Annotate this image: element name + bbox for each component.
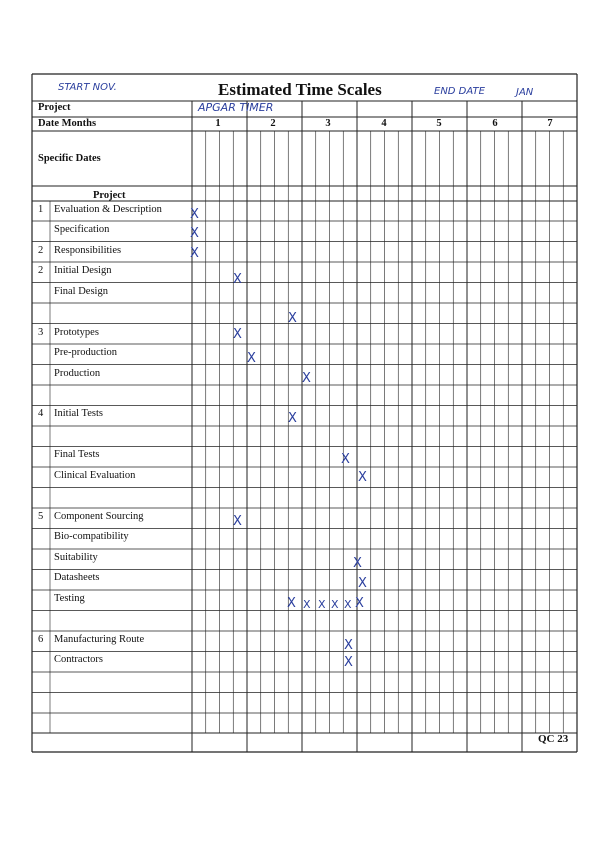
task-number: 2 bbox=[38, 245, 44, 256]
end-date-label: END DATE bbox=[434, 86, 485, 97]
task-label: Suitability bbox=[54, 552, 98, 563]
start-note: START NOV. bbox=[58, 82, 117, 93]
month-7: 7 bbox=[547, 118, 553, 129]
task-label: Prototypes bbox=[54, 327, 99, 338]
month-1: 1 bbox=[215, 118, 221, 129]
task-label: Initial Tests bbox=[54, 408, 103, 419]
cross-mark: X bbox=[344, 655, 353, 670]
cross-mark: X bbox=[303, 598, 311, 611]
task-label: Datasheets bbox=[54, 572, 100, 583]
month-5: 5 bbox=[436, 118, 442, 129]
task-label: Evaluation & Description bbox=[54, 204, 162, 215]
cross-mark: X bbox=[331, 598, 339, 611]
cross-mark: X bbox=[353, 556, 362, 571]
cross-mark: X bbox=[355, 596, 364, 611]
cross-mark: X bbox=[190, 226, 199, 241]
cross-mark: X bbox=[247, 351, 256, 366]
project-label: Project bbox=[38, 102, 71, 113]
cross-mark: X bbox=[358, 576, 367, 591]
cross-mark: X bbox=[344, 638, 353, 653]
task-number: 4 bbox=[38, 408, 44, 419]
task-number: 1 bbox=[38, 204, 44, 215]
task-label: Initial Design bbox=[54, 265, 112, 276]
task-number: 6 bbox=[38, 634, 44, 645]
cross-mark: X bbox=[344, 598, 352, 611]
cross-mark: X bbox=[302, 371, 311, 386]
cross-mark: X bbox=[287, 596, 296, 611]
task-label: Final Design bbox=[54, 286, 108, 297]
date-months-label: Date Months bbox=[38, 118, 97, 129]
task-label: Responsibilities bbox=[54, 245, 122, 256]
task-label: Contractors bbox=[54, 654, 103, 665]
task-label: Testing bbox=[54, 593, 85, 604]
cross-mark: X bbox=[288, 411, 297, 426]
month-6: 6 bbox=[492, 118, 498, 129]
form-title: Estimated Time Scales bbox=[218, 80, 382, 99]
task-number: 3 bbox=[38, 327, 44, 338]
specific-dates-label: Specific Dates bbox=[38, 153, 101, 164]
cross-mark: X bbox=[358, 470, 367, 485]
task-label: Pre-production bbox=[54, 347, 117, 358]
cross-mark: X bbox=[233, 327, 242, 342]
task-label: Manufacturing Route bbox=[54, 634, 145, 645]
task-number: 5 bbox=[38, 511, 44, 522]
month-4: 4 bbox=[381, 118, 387, 129]
cross-mark: X bbox=[190, 207, 199, 222]
project-value: APGAR TIMER bbox=[198, 101, 274, 114]
task-label: Production bbox=[54, 368, 101, 379]
cross-mark: X bbox=[341, 452, 350, 467]
cross-mark: X bbox=[190, 246, 199, 261]
cross-mark: X bbox=[288, 311, 297, 326]
task-label: Component Sourcing bbox=[54, 511, 144, 522]
cross-mark: X bbox=[318, 598, 326, 611]
task-label: Final Tests bbox=[54, 449, 100, 460]
project-heading: Project bbox=[93, 190, 126, 201]
task-number: 2 bbox=[38, 265, 44, 276]
task-label: Clinical Evaluation bbox=[54, 470, 136, 481]
task-label: Specification bbox=[54, 224, 110, 235]
task-label: Bio-compatibility bbox=[54, 531, 129, 542]
end-date-value: JAN bbox=[516, 87, 534, 98]
footer-code: QC 23 bbox=[538, 733, 569, 745]
month-3: 3 bbox=[325, 118, 331, 129]
month-2: 2 bbox=[270, 118, 276, 129]
cross-mark: X bbox=[233, 514, 242, 529]
cross-mark: X bbox=[233, 272, 242, 287]
